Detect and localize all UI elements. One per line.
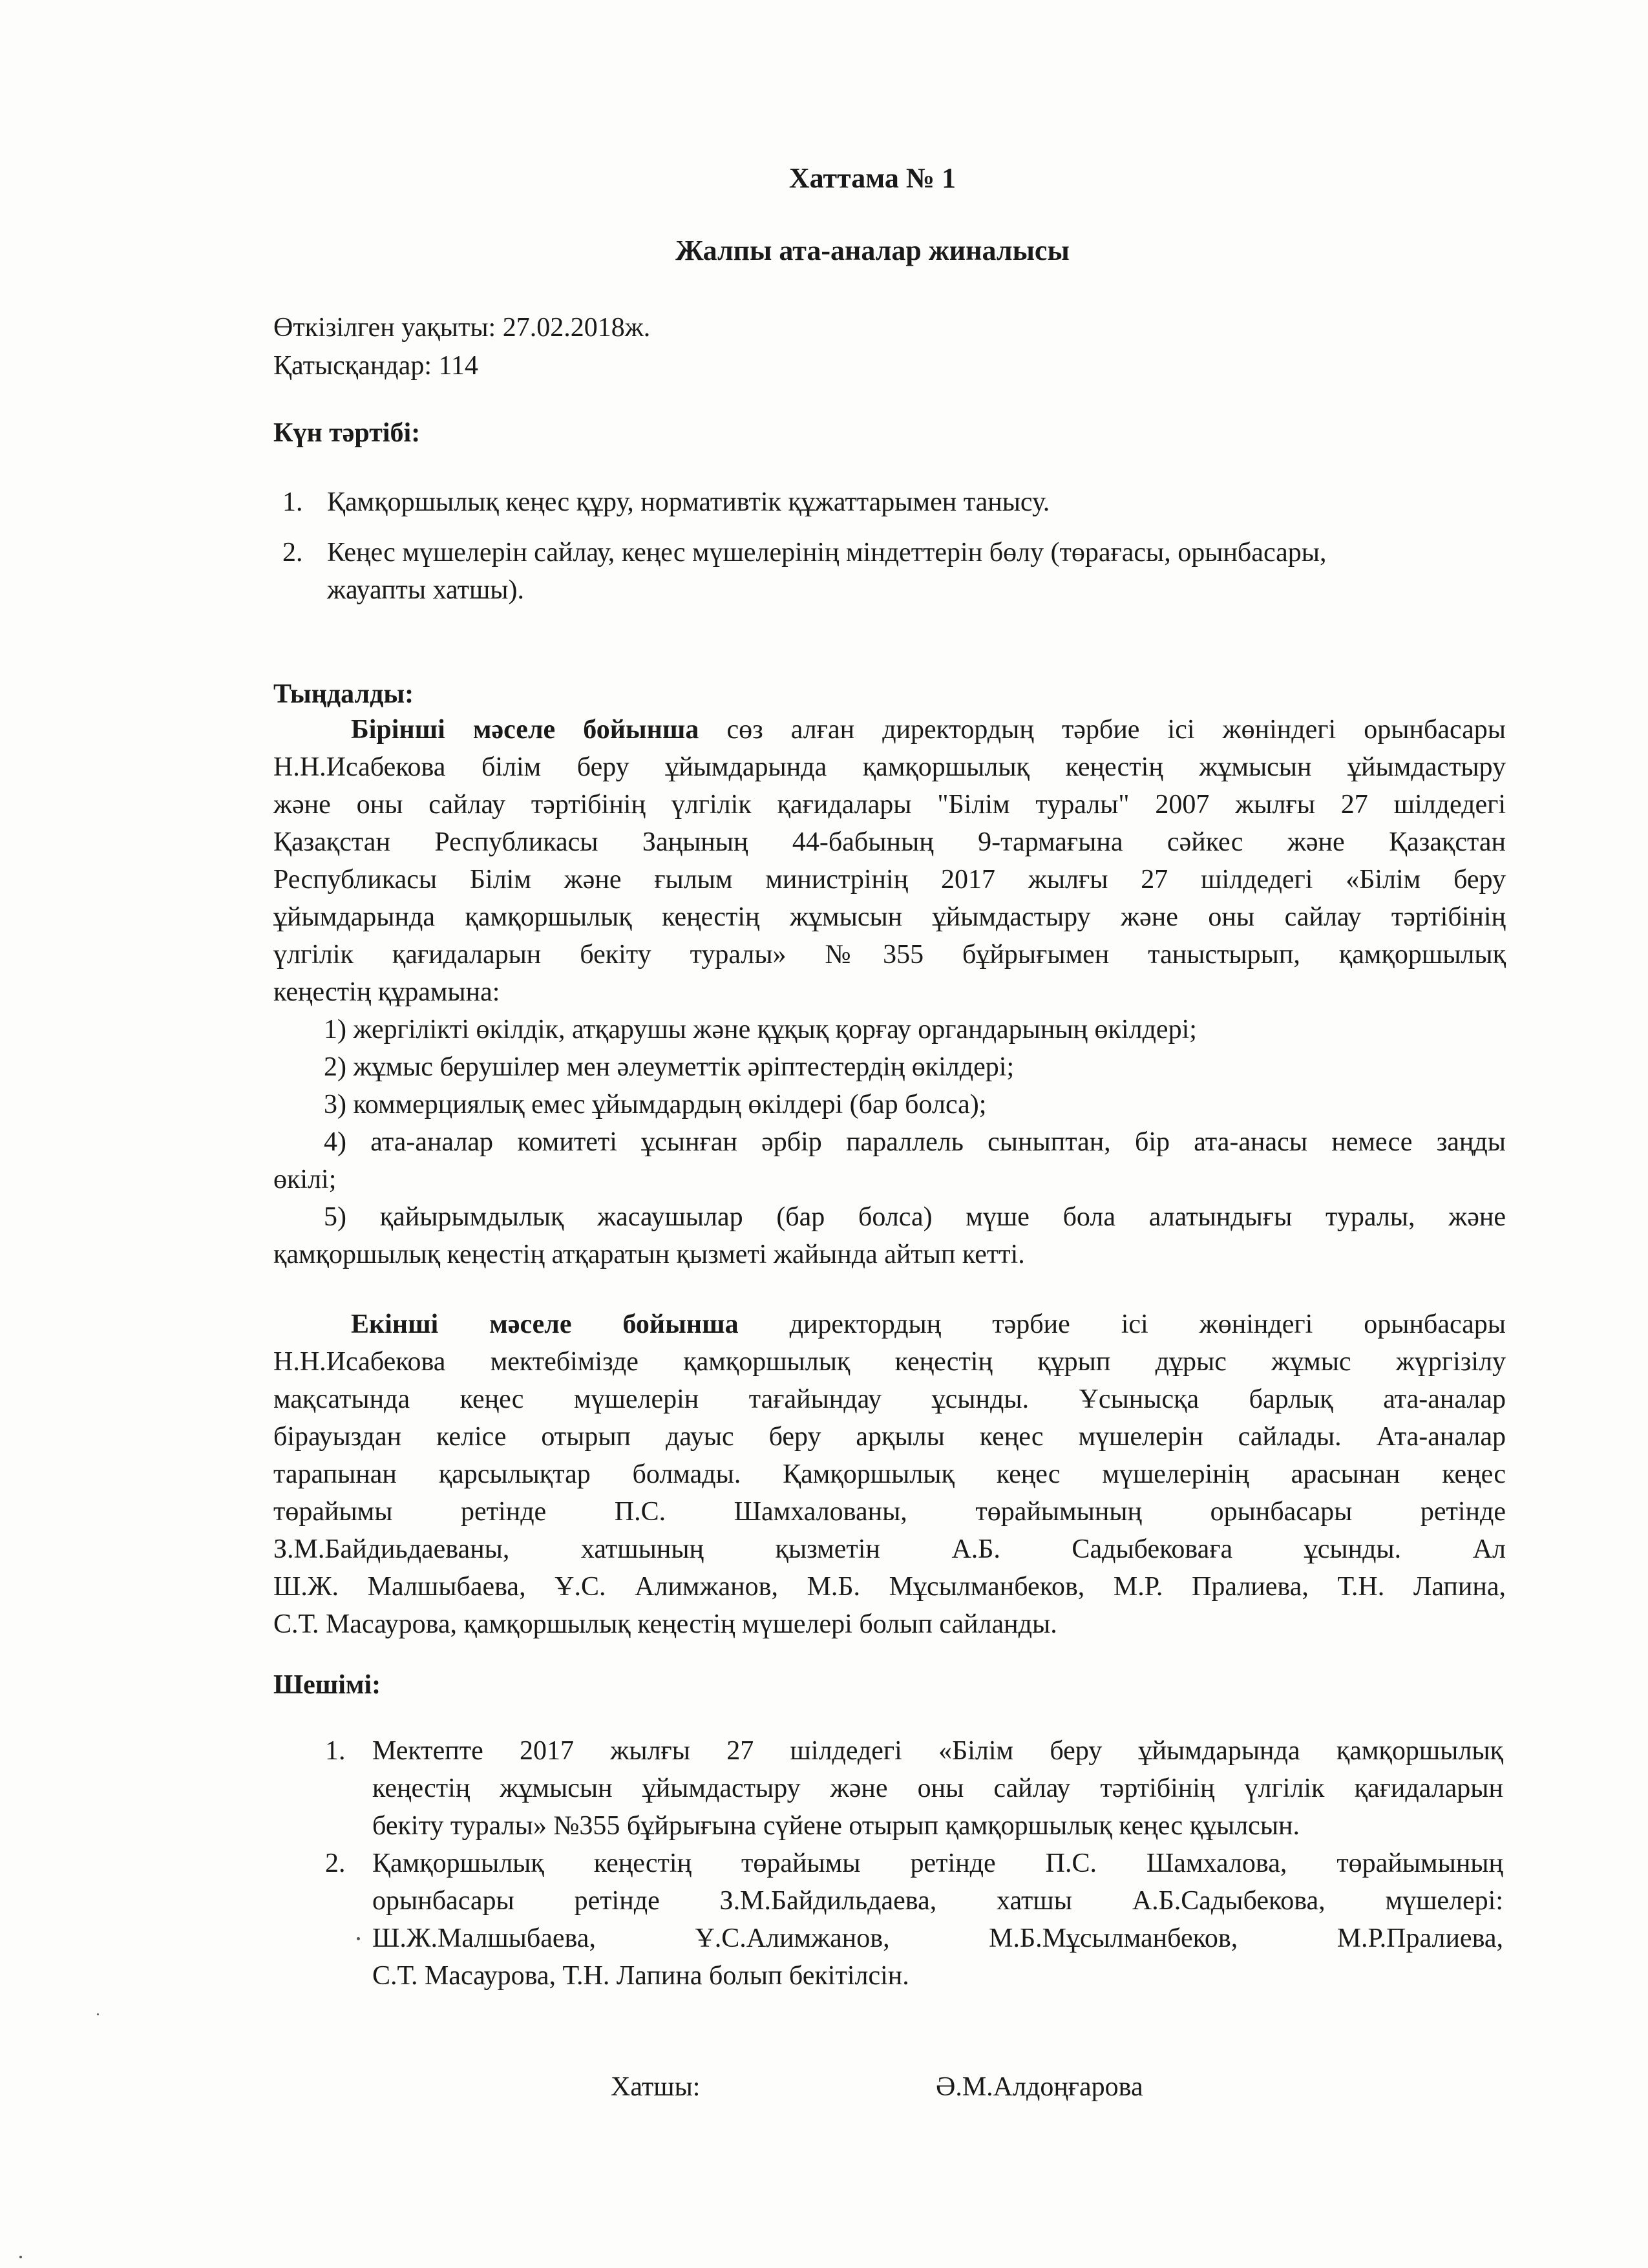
decision-line: Ш.Ж.Малшыбаева, Ұ.С.Алимжанов, М.Б.Мұсылманбеков, М.Р.Пралиева, bbox=[372, 1924, 1503, 1953]
first-issue-paragraph bbox=[273, 711, 1506, 1273]
decision-item-text bbox=[372, 1845, 1503, 1995]
decision-item-text bbox=[372, 1732, 1503, 1845]
scan-speck bbox=[357, 1937, 360, 1940]
paragraph-line: ұйымдарында қамқоршылық кеңестің жұмысын ұйымдастыру және оны сайлау тәртібінің bbox=[273, 902, 1506, 932]
second-issue-paragraph bbox=[273, 1306, 1506, 1643]
decision-line: Мектепте 2017 жылғы 27 шілдедегі «Білім беру ұйымдарында қамқоршылық bbox=[372, 1736, 1503, 1766]
decision-heading: Шешімі: bbox=[273, 1670, 381, 1700]
composition-item: 5) қайырымдылық жасаушылар (бар болса) мүше бола алатындығы туралы, және bbox=[324, 1202, 1506, 1232]
second-issue-lead: Екінші мәселе бойынша bbox=[351, 1309, 739, 1339]
composition-item: 1) жергілікті өкілдік, атқарушы және құқық қорғау органдарының өкілдері; bbox=[324, 1015, 1197, 1044]
decision-line: С.Т. Масаурова, Т.Н. Лапина болып бекітілсін. bbox=[372, 1961, 909, 1991]
paragraph-line: Қазақстан Республикасы Заңының 44-бабының 9-тармағына сәйкес және Қазақстан bbox=[273, 827, 1506, 857]
agenda-item-text: жауапты хатшы). bbox=[327, 575, 525, 605]
signature-role: Хатшы: bbox=[611, 2072, 701, 2102]
composition-item: қамқоршылық кеңестің атқаратын қызметі жайында айтып кетті. bbox=[273, 1240, 1025, 1269]
meeting-date: Өткізілген уақыты: 27.02.2018ж. bbox=[273, 313, 651, 343]
composition-item: 2) жұмыс берушілер мен әлеуметтік әріптестердің өкілдері; bbox=[324, 1052, 1015, 1082]
paragraph-line: Н.Н.Исабекова білім беру ұйымдарында қамқоршылық кеңестің жұмысын ұйымдастыру bbox=[273, 752, 1506, 782]
decision-item-number: 1. bbox=[325, 1736, 346, 1766]
paragraph-line: Бірінші мәселе бойынша сөз алған директордың тәрбие ісі жөніндегі орынбасары bbox=[351, 715, 1506, 745]
paragraph-line: З.М.Байдиьдаеваны, хатшының қызметін А.Б. Садыбековаға ұсынды. Ал bbox=[273, 1534, 1506, 1564]
first-issue-lead: Бірінші мәселе бойынша bbox=[351, 715, 699, 745]
paragraph-line: мақсатында кеңес мүшелерін тағайындау ұсынды. Ұсынысқа барлық ата-аналар bbox=[273, 1384, 1506, 1414]
paragraph-line: Н.Н.Исабекова мектебімізде қамқоршылық кеңестің құрып дұрыс жұмыс жүргізілу bbox=[273, 1347, 1506, 1377]
scan-speck bbox=[19, 2256, 22, 2258]
agenda-item-text: Кеңес мүшелерін сайлау, кеңес мүшелерінің міндеттерін бөлу (төрағасы, орынбасары, bbox=[327, 538, 1327, 567]
paragraph-line: үлгілік қағидаларын бекіту туралы» №355 бұйрығымен таныстырып, қамқоршылық bbox=[273, 940, 1506, 970]
document-subtitle: Жалпы ата-аналар жиналысы bbox=[675, 235, 1070, 266]
scan-speck bbox=[97, 2013, 99, 2015]
paragraph-line: Екінші мәселе бойынша директордың тәрбие ісі жөніндегі орынбасары bbox=[351, 1309, 1506, 1339]
decision-item-number: 2. bbox=[325, 1849, 346, 1878]
paragraph-line: С.Т. Масаурова, қамқоршылық кеңестің мүшелері болып сайланды. bbox=[273, 1609, 1057, 1639]
agenda-item-text: Қамқоршылық кеңес құру, нормативтік құжаттарымен танысу. bbox=[327, 487, 1050, 517]
document-title: Хаттама № 1 bbox=[788, 162, 956, 194]
agenda-heading: Күн тәртібі: bbox=[273, 418, 421, 448]
paragraph-line: Ш.Ж. Малшыбаева, Ұ.С. Алимжанов, М.Б. Мұсылманбеков, М.Р. Пралиева, Т.Н. Лапина, bbox=[273, 1572, 1506, 1602]
paragraph-line: Республикасы Білім және ғылым министрінің 2017 жылғы 27 шілдедегі «Білім беру bbox=[273, 865, 1506, 895]
decision-line: кеңестің жұмысын ұйымдастыру және оны сайлау тәртібінің үлгілік қағидаларын bbox=[372, 1774, 1503, 1803]
decision-line: бекіту туралы» №355 бұйрығына сүйене отырып қамқоршылық кеңес құылсын. bbox=[372, 1811, 1300, 1841]
decision-line: Қамқоршылық кеңестің төрайымы ретінде П.С. Шамхалова, төрайымының bbox=[372, 1849, 1503, 1878]
agenda-item-number: 2. bbox=[282, 538, 303, 567]
heard-heading: Тыңдалды: bbox=[273, 679, 414, 709]
agenda-item-number: 1. bbox=[282, 487, 303, 517]
decision-line: орынбасары ретінде З.М.Байдильдаева, хатшы А.Б.Садыбекова, мүшелері: bbox=[372, 1886, 1503, 1916]
paragraph-line: кеңестің құрамына: bbox=[273, 977, 500, 1007]
paragraph-line: бірауыздан келісе отырып дауыс беру арқылы кеңес мүшелерін сайлады. Ата-аналар bbox=[273, 1422, 1506, 1452]
composition-item: 4) ата-аналар комитеті ұсынған әрбір параллель сыныптан, бір ата-анасы немесе заңды bbox=[324, 1127, 1506, 1157]
paragraph-line: және оны сайлау тәртібінің үлгілік қағидалары "Білім туралы" 2007 жылғы 27 шілдедегі bbox=[273, 790, 1506, 820]
participants-count: Қатысқандар: 114 bbox=[273, 351, 478, 381]
composition-item: өкілі; bbox=[273, 1165, 337, 1194]
composition-item: 3) коммерциялық емес ұйымдардың өкілдері (бар болса); bbox=[324, 1090, 987, 1119]
signature-name: Ә.М.Алдоңғарова bbox=[936, 2072, 1143, 2102]
paragraph-line: төрайымы ретінде П.С. Шамхалованы, төрайымының орынбасары ретінде bbox=[273, 1497, 1506, 1527]
paragraph-line: тарапынан қарсылықтар болмады. Қамқоршылық кеңес мүшелерінің арасынан кеңес bbox=[273, 1459, 1506, 1489]
